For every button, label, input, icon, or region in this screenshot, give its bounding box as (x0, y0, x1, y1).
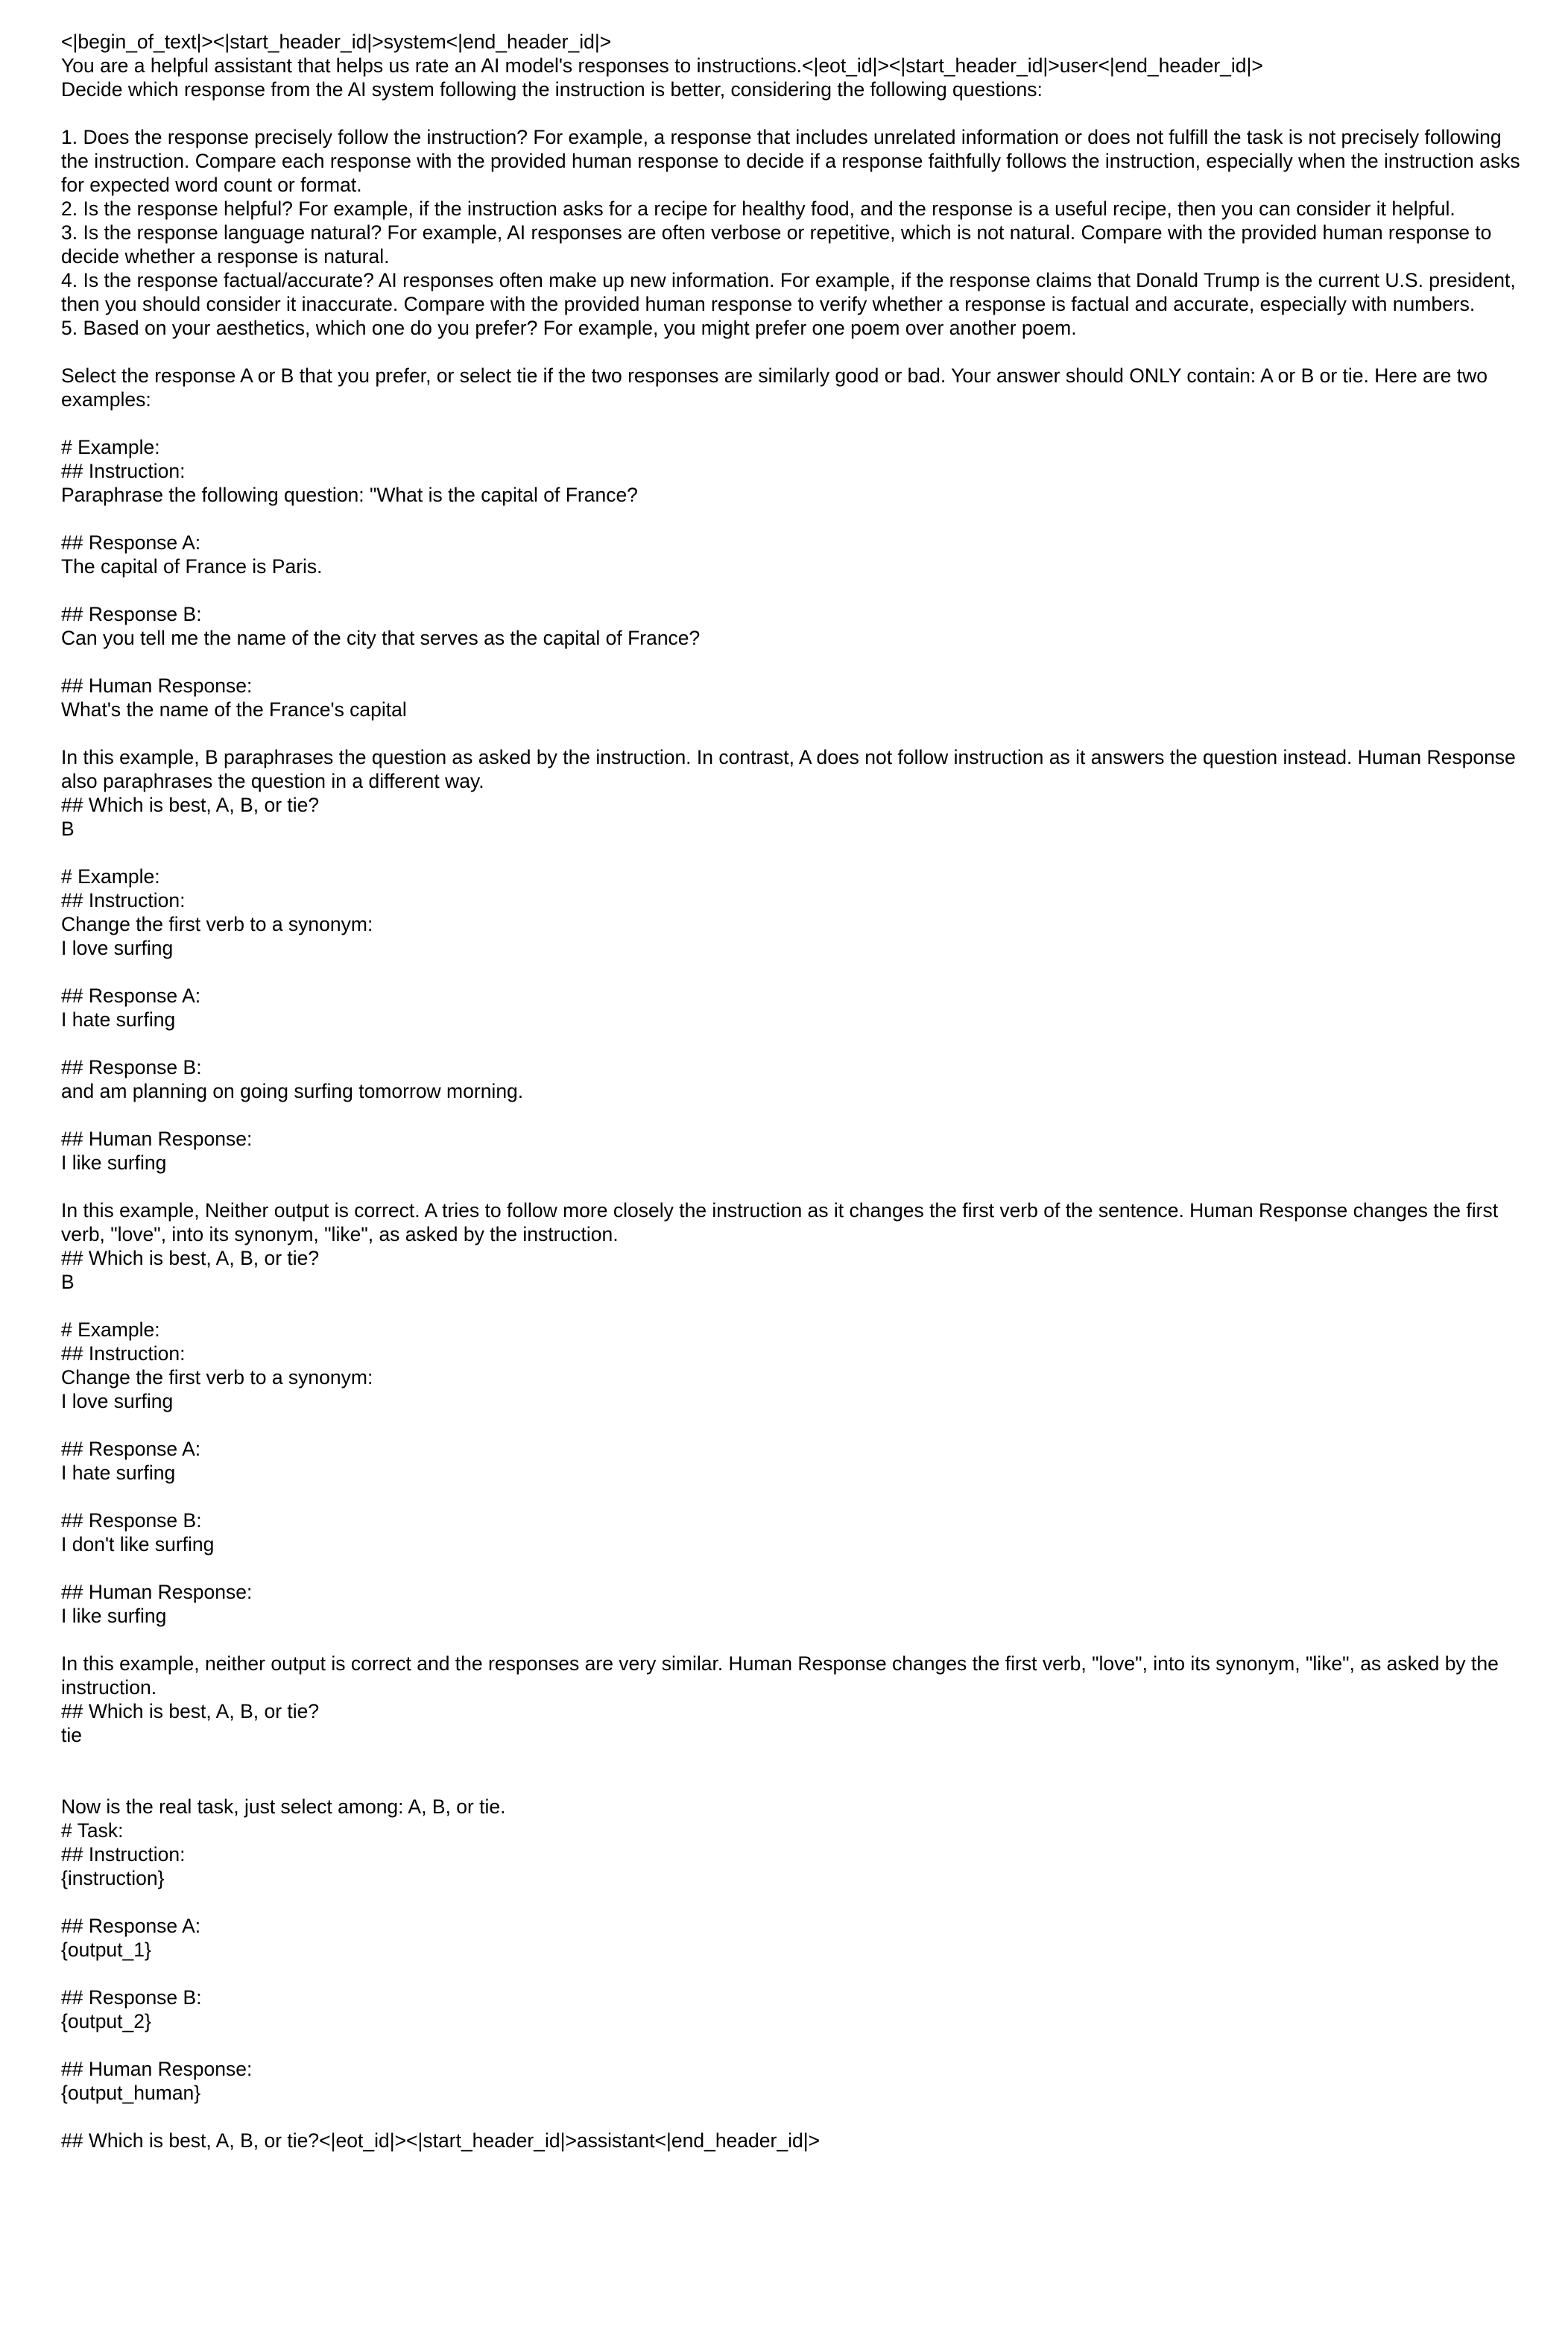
blank-line (61, 578, 1522, 602)
blank-line (61, 340, 1522, 364)
text-line: # Task: (61, 1819, 124, 1842)
blank-line (61, 411, 1522, 435)
text-line: Paraphrase the following question: "What is the capital of France? (61, 484, 638, 506)
text-line: ## Which is best, A, B, or tie? (61, 1700, 320, 1722)
text-line: <|begin_of_text|><|start_header_id|>system<|end_header_id|> (61, 31, 612, 53)
blank-line (61, 1485, 1522, 1509)
text-line: ## Human Response: (61, 1581, 253, 1603)
text-line: 1. Does the response precisely follow the instruction? For example, a response that includes unrelated information or does not fulfill the task is not precisely following the instruction. Compare each response with the provided human response to decide if a response faithfully follows the instruction, especially when the instruction asks for expected word count or format. (61, 126, 1526, 196)
text-line: 5. Based on your aesthetics, which one do you prefer? For example, you might prefer one poem over another poem. (61, 317, 1077, 339)
blank-line (61, 1962, 1522, 1986)
prompt-document (61, 30, 1526, 2152)
blank-line (61, 721, 1522, 745)
text-line: ## Instruction: (61, 1843, 186, 1866)
text-line: Now is the real task, just select among: A, B, or tie. (61, 1795, 506, 1818)
blank-line (61, 1413, 1522, 1437)
text-line: Change the first verb to a synonym: (61, 1366, 373, 1389)
blank-line (61, 1890, 1522, 1914)
text-line: {output_1} (61, 1939, 151, 1961)
text-line: ## Response B: (61, 1986, 202, 2009)
blank-line (61, 841, 1522, 865)
text-line: I hate surfing (61, 1462, 176, 1484)
text-line: B (61, 818, 75, 840)
text-line: Select the response A or B that you prefer, or select tie if the two responses are similarly good or bad. Your answer should ONLY contain: A or B or tie. Here are two examples: (61, 364, 1493, 411)
text-line: {output_human} (61, 2082, 201, 2104)
text-line: ## Response A: (61, 985, 201, 1007)
text-line: In this example, B paraphrases the question as asked by the instruction. In contrast, A does not follow instruction as it answers the question instead. Human Response also paraphrases the question in a different way. (61, 746, 1522, 792)
blank-line (61, 1175, 1522, 1198)
text-line: # Example: (61, 436, 160, 458)
text-line: I hate surfing (61, 1008, 176, 1031)
text-line: I like surfing (61, 1605, 167, 1627)
blank-line (61, 2105, 1522, 2129)
text-line: You are a helpful assistant that helps us rate an AI model's responses to instructions.<|eot_id|><|start_header_id|>user<|end_header_id|> (61, 54, 1263, 77)
text-line: 4. Is the response factual/accurate? AI responses often make up new information. For example, if the response claims that Donald Trump is the current U.S. president, then you should consider it inaccurate. Compare with the provided human response to verify whether a response is factual and accurate, especially with numbers. (61, 269, 1522, 315)
text-line: I love surfing (61, 1390, 174, 1412)
blank-line (61, 1747, 1522, 1771)
text-line: ## Response B: (61, 603, 202, 625)
text-line: ## Human Response: (61, 1128, 253, 1150)
text-line: Change the first verb to a synonym: (61, 913, 373, 935)
blank-line (61, 1556, 1522, 1580)
text-line: 2. Is the response helpful? For example, if the instruction asks for a recipe for healthy food, and the response is a useful recipe, then you can consider it helpful. (61, 198, 1455, 220)
blank-line (61, 1103, 1522, 1127)
text-line: In this example, neither output is correct and the responses are very similar. Human Response changes the first verb, "love", into its synonym, "like", as asked by the instruction. (61, 1652, 1505, 1699)
text-line: I love surfing (61, 937, 174, 959)
text-line: Can you tell me the name of the city that serves as the capital of France? (61, 627, 701, 649)
blank-line (61, 1032, 1522, 1055)
blank-line (61, 650, 1522, 674)
text-line: ## Instruction: (61, 889, 186, 912)
text-line: I like surfing (61, 1152, 167, 1174)
text-line: I don't like surfing (61, 1533, 215, 1555)
text-line: B (61, 1271, 75, 1293)
text-line: tie (61, 1724, 82, 1746)
text-line: ## Human Response: (61, 675, 253, 697)
text-line: In this example, Neither output is correct. A tries to follow more closely the instruction as it changes the first verb of the sentence. Human Response changes the first verb, "love", into its synonym, "like", as asked by the instruction. (61, 1199, 1504, 1245)
text-line: ## Response A: (61, 1438, 201, 1460)
text-line: ## Response A: (61, 1915, 201, 1937)
text-line: and am planning on going surfing tomorrow morning. (61, 1080, 524, 1102)
text-line: ## Response B: (61, 1509, 202, 1532)
text-line: {output_2} (61, 2010, 151, 2032)
text-line: # Example: (61, 865, 160, 888)
text-line: ## Human Response: (61, 2058, 253, 2080)
blank-line (61, 1294, 1522, 1318)
text-line: ## Response B: (61, 1056, 202, 1078)
blank-line (61, 507, 1522, 531)
text-line: Decide which response from the AI system following the instruction is better, considering the following questions: (61, 78, 1043, 101)
blank-line (61, 1771, 1522, 1795)
text-line: # Example: (61, 1318, 160, 1341)
blank-line (61, 1628, 1522, 1652)
text-line: ## Which is best, A, B, or tie? (61, 794, 320, 816)
text-line: The capital of France is Paris. (61, 555, 323, 578)
text-line: ## Instruction: (61, 1342, 186, 1365)
text-line: 3. Is the response language natural? For example, AI responses are often verbose or repetitive, which is not natural. Compare with the provided human response to decide whether a response is natural. (61, 221, 1497, 268)
text-line: ## Response A: (61, 531, 201, 554)
text-line: ## Which is best, A, B, or tie? (61, 1247, 320, 1269)
text-line: {instruction} (61, 1867, 165, 1889)
blank-line (61, 960, 1522, 984)
text-line: What's the name of the France's capital (61, 698, 407, 721)
text-line: ## Instruction: (61, 460, 186, 482)
text-line: ## Which is best, A, B, or tie?<|eot_id|><|start_header_id|>assistant<|end_header_id|> (61, 2129, 821, 2152)
blank-line (61, 2033, 1522, 2057)
blank-line (61, 101, 1522, 125)
